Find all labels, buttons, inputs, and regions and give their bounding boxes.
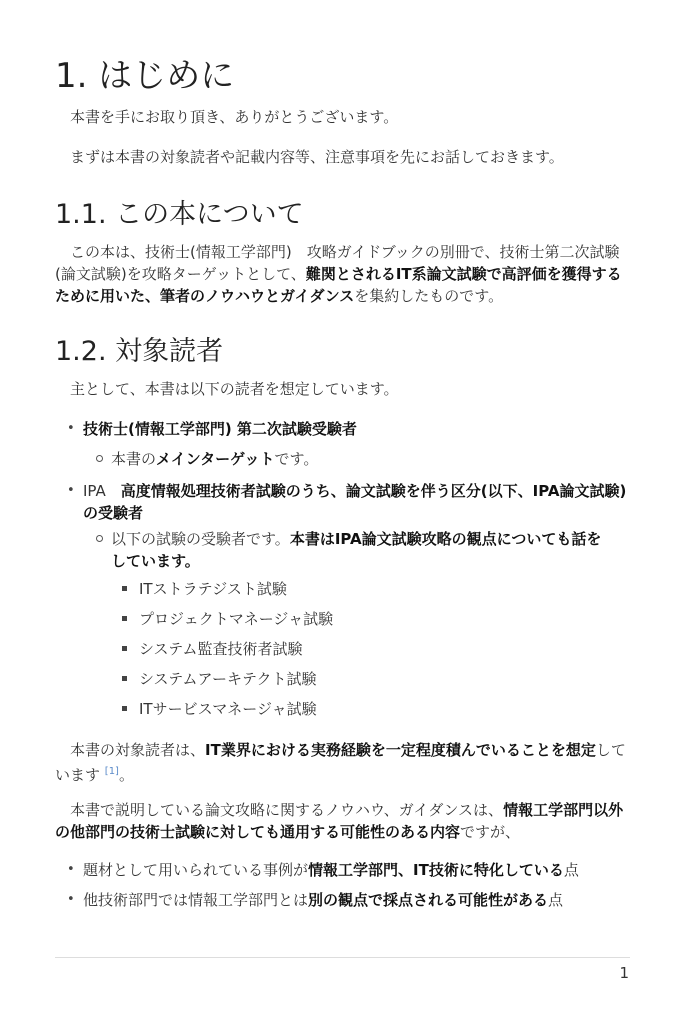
- square-bullet-icon: [122, 676, 127, 681]
- square-bullet-icon: [122, 586, 127, 591]
- list-item: [83, 480, 630, 524]
- bold-text: メインターゲット: [156, 450, 275, 468]
- bullet-icon: •: [67, 862, 75, 877]
- bold-text: 高度情報処理技術者試験のうち、論文試験を伴う区分(以下、IPA論文試験)の受験者: [83, 482, 627, 522]
- page-title: 1. はじめに: [55, 56, 235, 96]
- section-1-2-lead: 主として、本書は以下の読者を想定しています。: [70, 380, 399, 398]
- bold-text: 情報工学部門、IT技術に特化している: [308, 861, 564, 879]
- bold-text: IT業界における実務経験を一定程度積んでいることを想定: [205, 741, 596, 759]
- bullet-icon: •: [67, 421, 75, 436]
- text-span: 本書の対象読者は、: [70, 741, 206, 759]
- exam-item: システムアーキテクト試験: [139, 670, 317, 688]
- bold-text: 本書はIPA論文試験攻略の観点についても話をしています。: [111, 530, 602, 570]
- footnote-link[interactable]: [1]: [104, 766, 119, 777]
- text-span: ですが、: [460, 823, 521, 841]
- bold-text: 情報工学部門以外の他部門の技術士試験に対しても通用する可能性のある内容: [55, 801, 624, 841]
- section-heading-1-1: 1.1. この本について: [55, 199, 304, 230]
- scope-paragraph: [55, 799, 630, 843]
- footer-divider: [55, 957, 630, 958]
- text-span: 以下の試験の受験者です。: [111, 530, 290, 548]
- list-item: [83, 889, 630, 911]
- exam-item: システム監査技術者試験: [139, 640, 303, 658]
- intro-paragraph-2: まずは本書の対象読者や記載内容等、注意事項を先にお話しておきます。: [70, 148, 564, 166]
- section-heading-1-2: 1.2. 対象読者: [55, 336, 224, 367]
- exam-item: ITストラテジスト試験: [139, 580, 287, 598]
- sub-bullet-icon: [96, 535, 103, 542]
- text-span: 点: [563, 861, 579, 879]
- sub-list-item: [111, 528, 611, 572]
- text-span: この本は、技術士(情報工学部門) 攻略ガイドブックの別冊で、技術士第二次試験(論文試験)を攻略ターゲットとして、: [55, 243, 620, 283]
- intro-paragraph-1: 本書を手にお取り頂き、ありがとうございます。: [70, 108, 399, 126]
- target-reader-paragraph: [55, 739, 630, 786]
- list-item: [83, 859, 630, 881]
- text-span: 。: [118, 766, 134, 784]
- bold-text: 別の観点で採点される可能性がある: [308, 891, 549, 909]
- square-bullet-icon: [122, 616, 127, 621]
- exam-item: プロジェクトマネージャ試験: [139, 610, 334, 628]
- text-span: 点: [548, 891, 564, 909]
- square-bullet-icon: [122, 706, 127, 711]
- text-span: IPA: [83, 482, 121, 500]
- bullet-icon: •: [67, 483, 75, 498]
- text-span: 他技術部門では情報工学部門とは: [83, 891, 309, 909]
- list-item: [83, 418, 630, 440]
- text-span: 本書の: [111, 450, 157, 468]
- section-1-1-paragraph: [55, 241, 630, 307]
- list-item-text: 技術士(情報工学部門) 第二次試験受験者: [83, 420, 357, 438]
- bullet-icon: •: [67, 892, 75, 907]
- bold-text: 難関とされるIT系論文試験で高評価を獲得するために用いた、筆者のノウハウとガイダンス: [55, 265, 622, 305]
- text-span: です。: [274, 450, 319, 468]
- page-number: 1: [619, 964, 629, 982]
- text-span: しています: [55, 741, 626, 784]
- exam-item: ITサービスマネージャ試験: [139, 700, 317, 718]
- sub-list-item: [111, 448, 630, 470]
- sub-bullet-icon: [96, 455, 103, 462]
- text-span: 題材として用いられている事例が: [83, 861, 309, 879]
- text-span: 本書で説明している論文攻略に関するノウハウ、ガイダンスは、: [70, 801, 504, 819]
- text-span: を集約したものです。: [354, 287, 504, 305]
- square-bullet-icon: [122, 646, 127, 651]
